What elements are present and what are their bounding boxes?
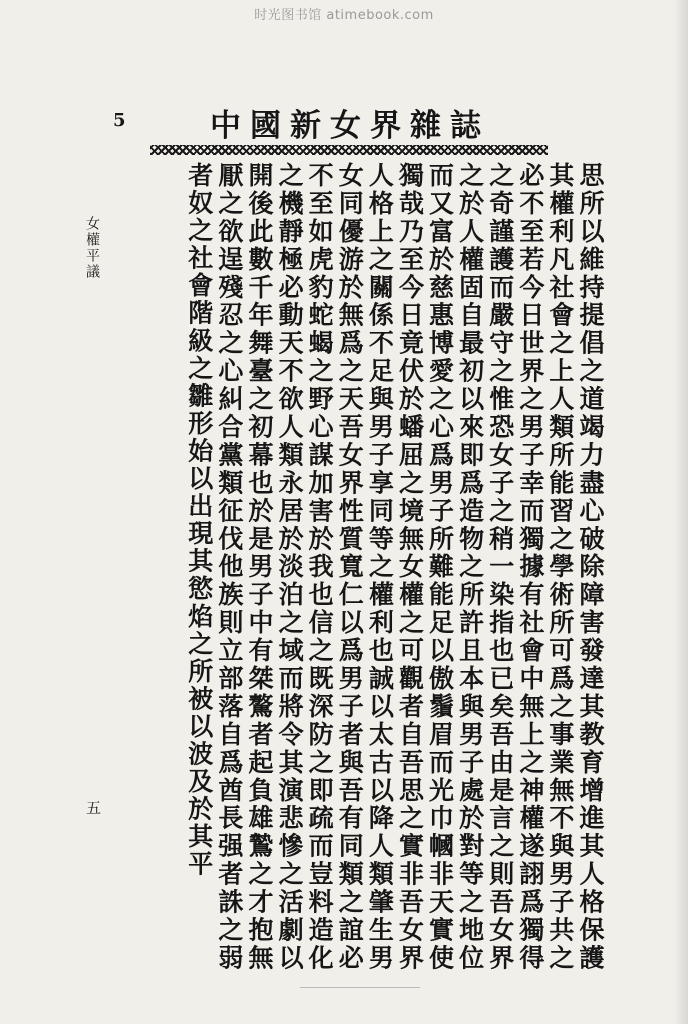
page-number-chinese: 五 (84, 800, 102, 815)
page-number-arabic: 5 (113, 110, 126, 131)
section-title: 女權平議 (84, 216, 100, 280)
journal-title: 中國新女界雜誌 (210, 108, 490, 144)
page-crease-mark (300, 987, 420, 988)
watermark-text: 时光图书馆 atimebook.com (254, 8, 434, 23)
decorative-rule (150, 145, 548, 155)
article-body-text: 思所以維持提倡之道竭力盡心破除障害發達其教育增進其人格保護其權利凡社會之上人類所能習之學術所可爲之事業無不與男子共之必不至若今日世界之男子幸而獨據有社會中無上之神權遂詡爲獨得之奇謹護而嚴守之惟恐女子之稍一染指也已矣吾由是言之則吾女界之於人權固自最初以來即爲造物之所許且本與男子處於對等之地位而又富於慈惠博愛之心爲男子所難能足以傲鬚眉而光巾幗非天實使獨哉乃至今日竟伏於蟠屈之境無女權之可觀者自吾思之實非吾女界人格上之關係不足與男子享同等之權利也誠以太古以降人類肇生男女同優游於無爲之天吾女界性質寬仁以爲男子者與吾有同類之誼必不至如虎豹蛇蝎之野心謀加害於我也信之既深防之即疏而豈料造化之機靜極必動天不欲人類永居於淡泊之域而將令其演悲慘之活劇以開後此數千年舞臺之初幕也於是男子中有桀驁者起負雄鷙之才抱無厭之欲逞殘忍之心糾合黨類征伐他族則立部落自爲酋長强者誅之弱者奴之社會階級之雛形始以出現其慾焰之所被以波及於其平 (184, 162, 605, 972)
